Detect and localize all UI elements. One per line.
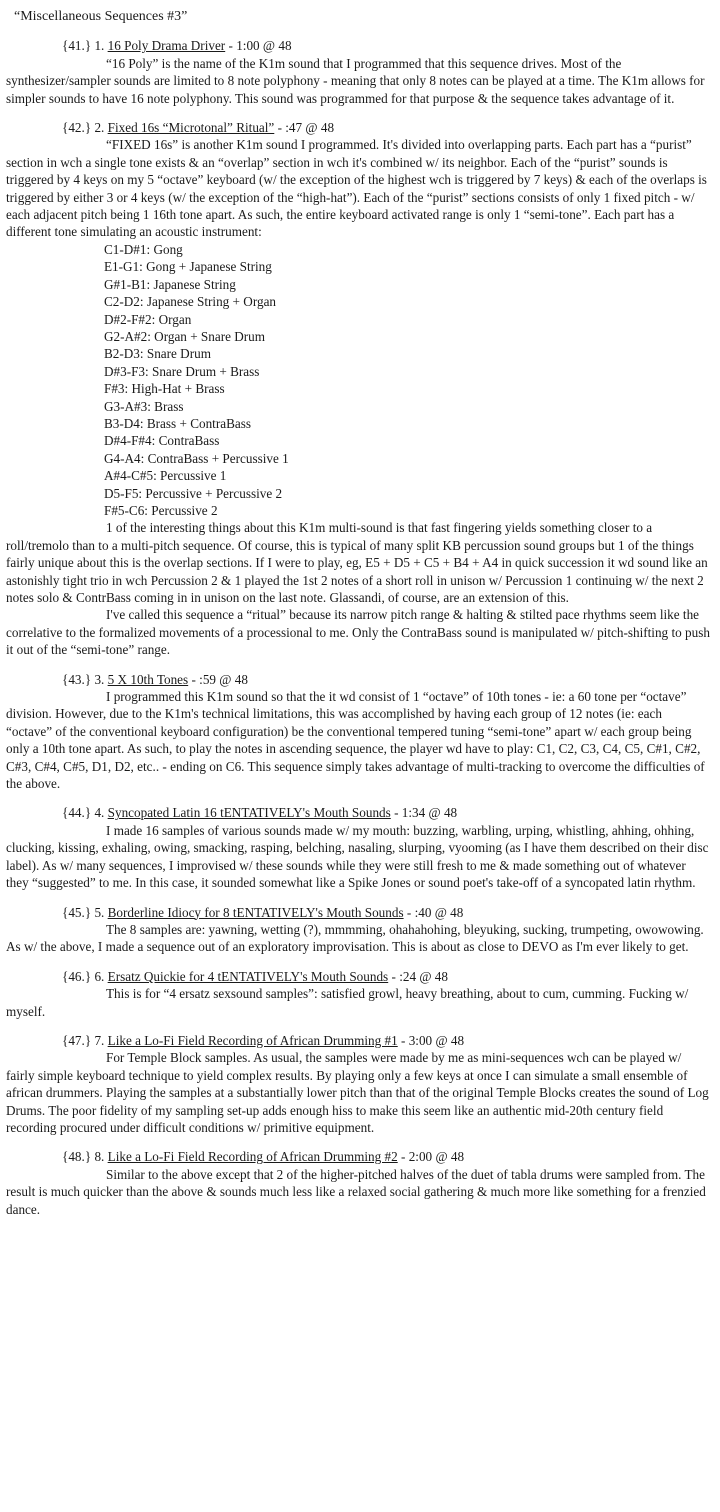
entry-duration: - 2:00 @ 48 — [397, 1149, 465, 1165]
entry-title: Like a Lo-Fi Field Recording of African Drumming #2 — [107, 1149, 398, 1165]
key-range-item: D#4-F#4: ContraBass — [104, 433, 220, 449]
entry-paragraph: For Temple Block samples. As usual, the samples were made by me as mini-sequences wch can be played w/ fairly simple keyboard technique to yield complex results. By playing only a few keys at once I can simulate a small ensemble of african drummers. Playing the samples at a substantially lower pitch than that of the original Temple Blocks creates the sound of Log Drums. The poor fidelity of my sampling set-up adds enough hiss to make this seem like an authentic mid-20th century field recording procured under difficult conditions w/ primitive equipment. — [6, 1050, 709, 1135]
entry-number: {48.} 8. — [62, 1149, 105, 1165]
entry-title: Borderline Idiocy for 8 tENTATIVELY's Mouth Sounds — [107, 904, 404, 920]
key-range-item: E1-G1: Gong + Japanese String — [104, 259, 272, 275]
key-range-item: D#2-F#2: Organ — [104, 311, 192, 327]
entry-number: {44.} 4. — [62, 805, 105, 821]
entry-paragraph: 1 of the interesting things about this K1m multi-sound is that fast fingering yields something closer to a roll/tremolo than to a multi-pitch sequence. Of course, this is typical of many split KB percussion sound groups but 1 of the things fairly unique about this is the overlap sections. If I were to play, eg, E5 + D5 + C5 + B4 + A4 in quick succession it wd sound like an astonishly tight trio in wch Percussion 2 & 1 played the 1st 2 notes of a short roll in unison w/ Percussion 1 continuing w/ the next 2 notes solo & ContrBass coming in in unison on the last note. Glassandi, of course, are an extension of this. — [6, 520, 708, 605]
entry-duration: - 3:00 @ 48 — [397, 1032, 465, 1048]
entry-paragraph: I've called this sequence a “ritual” because its narrow pitch range & halting & stilted pace rhythms seem like the correlative to the formalized movements of a processional to me. Only the ContraBass sound is manipulated w/ pitch-shifting to push it out of the “semi-tone” range. — [6, 607, 710, 658]
sequence-entry — [6, 1148, 710, 1218]
entry-paragraph: “FIXED 16s” is another K1m sound I programmed. It's divided into overlapping parts. Each part has a “purist” section in wch a single tone exists & an “overlap” section in wch it's combined w/ its neighbor. Each of the “purist” sounds is triggered by 4 keys on my 5 “octave” keyboard (w/ the exception of the highest wch is triggered by 7 keys) & each of the overlaps is triggered by either 3 or 4 keys (w/ the exception of the “high-hat”). Each of the “purist” sections consists of only 1 fixed pitch - w/ each adjacent pitch being 1 16th tone apart. As such, the entire keyboard activated range is only 1 “semi-tone”. Each part has a different tone simulating an acoustic instrument: — [6, 137, 707, 240]
entry-title: Fixed 16s “Microtonal” Ritual” — [107, 120, 275, 136]
entry-heading — [6, 671, 710, 688]
entry-duration: - :40 @ 48 — [403, 904, 464, 920]
key-range-item: A#4-C#5: Percussive 1 — [104, 468, 227, 484]
entry-title: Syncopated Latin 16 tENTATIVELY's Mouth Sounds — [107, 805, 391, 821]
sequence-entry — [6, 671, 710, 793]
entry-number: {43.} 3. — [62, 671, 105, 687]
entry-heading — [6, 1032, 710, 1049]
document-title: “Miscellaneous Sequences #3” — [14, 9, 188, 24]
key-range-item: B2-D3: Snare Drum — [104, 346, 211, 362]
entry-title: 5 X 10th Tones — [107, 671, 189, 687]
entry-paragraph: This is for “4 ersatz sexsound samples”: satisfied growl, heavy breathing, about to cum, cumming. Fucking w/ myself. — [6, 986, 689, 1019]
key-range-list — [6, 241, 710, 520]
entry-title: 16 Poly Drama Driver — [107, 38, 226, 54]
entry-duration: - 1:00 @ 48 — [225, 38, 292, 54]
entry-paragraph: I programmed this K1m sound so that the it wd consist of 1 “octave” of 10th tones - ie: a 60 tone per “octave” division. However, due to the K1m's technical limitations, this was accomplished by having each group of 12 notes (ie: each “octave” of the conventional keyboard configuration) be the conventional tempered tuning “semi-tone” apart w/ each group being only a 10th tone apart. As such, to play the notes in ascending sequence, the player wd have to play: C1, C2, C3, C4, C5, C#1, C#2, C#3, C#4, C#5, D1, D2, etc.. - ending on C6. This sequence simply takes advantage of multi-tracking to overcome the difficulties of the above. — [6, 689, 705, 792]
entry-number: {46.} 6. — [62, 968, 105, 984]
entry-paragraph: Similar to the above except that 2 of the higher-pitched halves of the duet of tabla drums were sampled from. The result is much quicker than the above & sounds much less like a relaxed social gathering & much more like something for a frenzied dance. — [6, 1166, 706, 1217]
entry-duration: - 1:34 @ 48 — [390, 805, 458, 821]
entry-heading — [6, 119, 710, 136]
key-range-item: D#3-F3: Snare Drum + Brass — [104, 363, 260, 379]
entry-title: Ersatz Quickie for 4 tENTATIVELY's Mouth Sounds — [107, 968, 389, 984]
entry-duration: - :59 @ 48 — [188, 671, 248, 687]
entry-heading — [6, 37, 710, 54]
sequence-entry — [6, 37, 710, 107]
key-range-item: G4-A4: ContraBass + Percussive 1 — [104, 450, 289, 466]
key-range-item: G#1-B1: Japanese String — [104, 276, 236, 292]
key-range-item: G3-A#3: Brass — [104, 398, 184, 414]
entry-duration: - :24 @ 48 — [388, 968, 448, 984]
entry-paragraph: “16 Poly” is the name of the K1m sound that I programmed that this sequence drives. Most of the synthesizer/sampler sounds are limited to 8 note polyphony - meaning that only 8 notes can be played at a time. The K1m allows for simpler sounds to have 16 note polyphony. This sound was programmed for that purpose & the sequence takes advantage of it. — [6, 55, 705, 106]
entry-number: {47.} 7. — [62, 1032, 105, 1048]
key-range-item: F#5-C6: Percussive 2 — [104, 502, 218, 518]
entry-heading — [6, 904, 710, 921]
sequence-entry — [6, 1032, 710, 1136]
key-range-item: G2-A#2: Organ + Snare Drum — [104, 328, 266, 344]
key-range-item: C1-D#1: Gong — [104, 241, 183, 257]
entry-heading — [6, 968, 710, 985]
entry-paragraph: I made 16 samples of various sounds made w/ my mouth: buzzing, warbling, urping, whistling, ahhing, ohhing, clucking, kissing, exhaling, owing, smacking, rasping, belching, nasaling, slurping, vyooming (as I have them described on their disc label). As w/ many sequences, I improvised w/ these sounds while they were still fresh to me & made something out of whatever they “suggested” to me. In this case, it sounded somewhat like a Spike Jones or sound poet's take-off of a syncopated latin rhythm. — [6, 822, 709, 891]
key-range-item: F#3: High-Hat + Brass — [104, 381, 225, 397]
sequence-entry — [6, 119, 710, 659]
sequence-entry — [6, 968, 710, 1020]
sequence-entry — [6, 904, 710, 956]
key-range-item: D5-F5: Percussive + Percussive 2 — [104, 485, 283, 501]
entry-number: {41.} 1. — [62, 38, 105, 54]
key-range-item: C2-D2: Japanese String + Organ — [104, 294, 277, 310]
entry-paragraph: The 8 samples are: yawning, wetting (?), mmmming, ohahahohing, bleyuking, sucking, trumpeting, owowowing. As w/ the above, I made a sequence out of an exploratory improvisation. This is about as close to DEVO as I'm ever likely to get. — [6, 921, 704, 955]
entry-heading — [6, 1148, 710, 1165]
entry-heading — [6, 804, 710, 821]
sequence-entry — [6, 804, 710, 891]
entries-container — [6, 37, 710, 1218]
entry-number: {45.} 5. — [62, 904, 105, 920]
entry-number: {42.} 2. — [62, 120, 105, 136]
key-range-item: B3-D4: Brass + ContraBass — [104, 415, 252, 431]
entry-title: Like a Lo-Fi Field Recording of African Drumming #1 — [107, 1032, 398, 1048]
entry-duration: - :47 @ 48 — [274, 120, 335, 136]
